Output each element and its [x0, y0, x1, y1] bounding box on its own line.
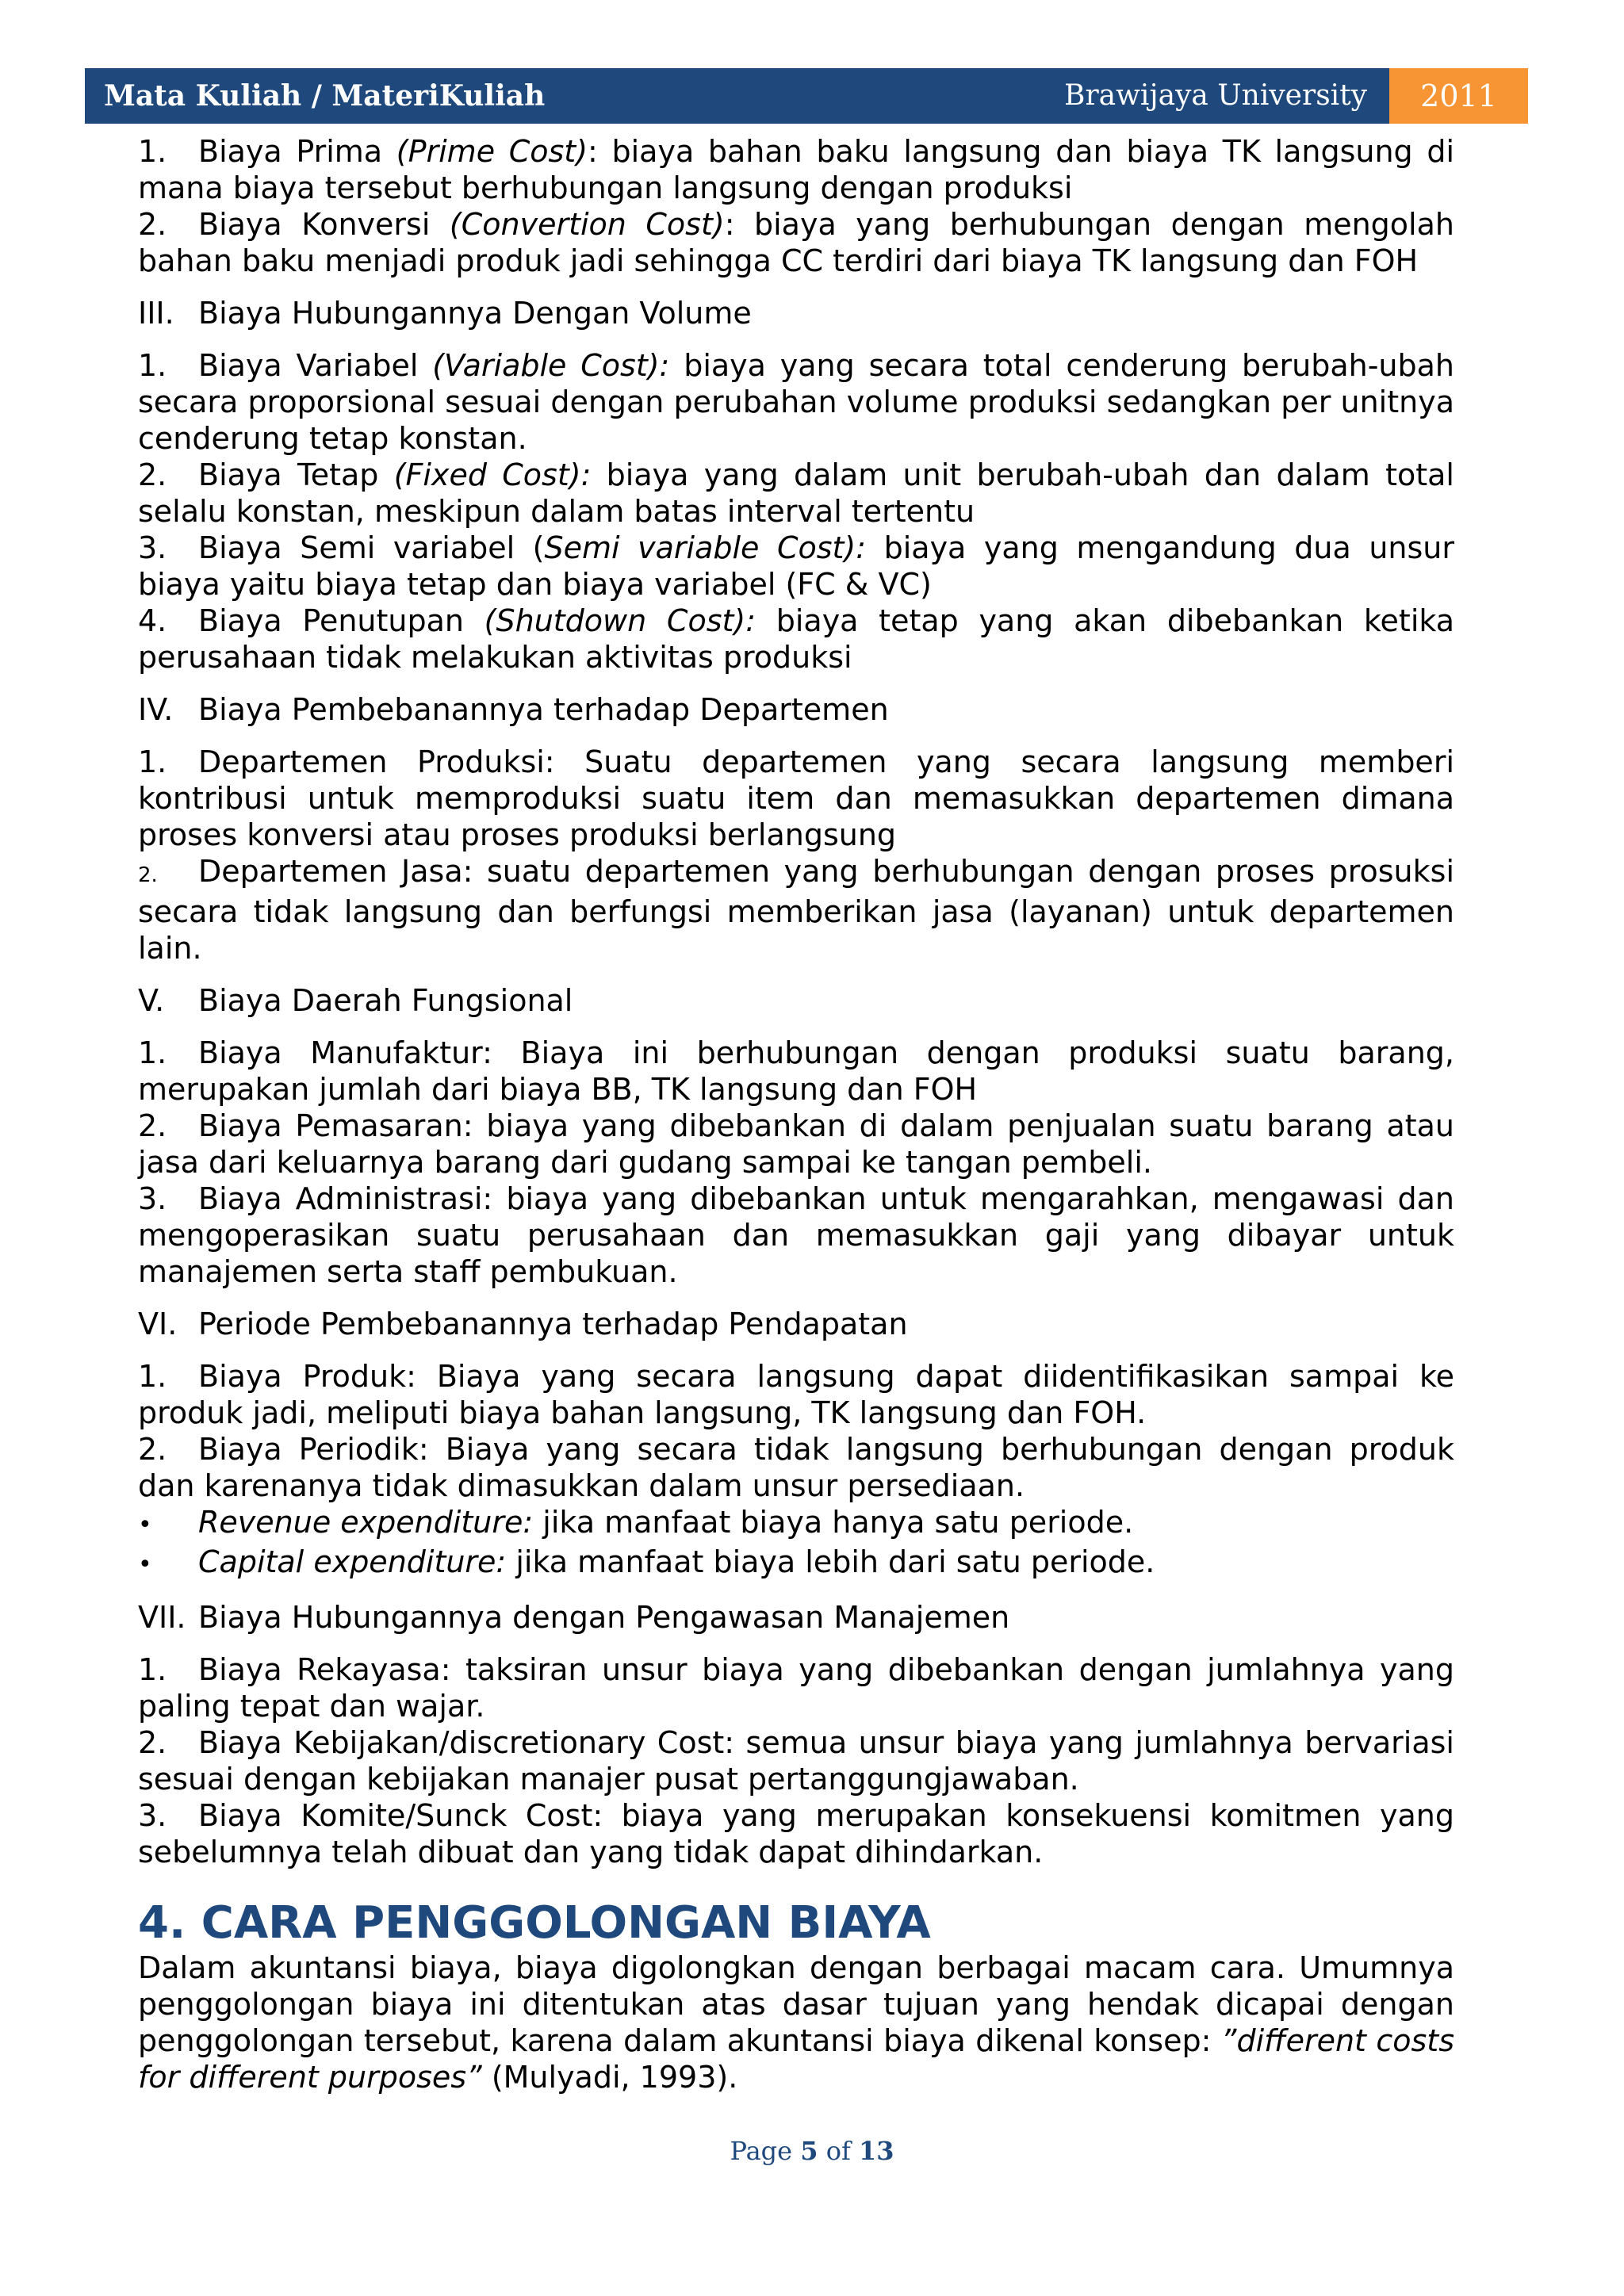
header-university: Brawijaya University [1063, 79, 1367, 112]
list-item [138, 530, 1454, 603]
section-heading [138, 982, 1454, 1019]
bullet-term: Revenue expenditure: [198, 1505, 534, 1540]
item-number: 2. [138, 1432, 167, 1467]
item-text: biaya tetap yang akan dibebankan ketika perusahaan tidak melakukan aktivitas produksi [138, 603, 1455, 675]
item-term: (Shutdown Cost): [484, 603, 756, 638]
item-number: 1. [138, 1035, 167, 1070]
header-year: 2011 [1389, 68, 1528, 124]
list-item [138, 1431, 1454, 1504]
footer-of-word: of [825, 2136, 851, 2166]
item-number: 2. [138, 1725, 167, 1760]
item-term: Semi variable Cost): [544, 530, 867, 565]
footer-total-pages: 13 [858, 2136, 894, 2166]
item-text: biaya yang secara total cenderung berubah-ubah secara proporsional sesuai dengan perubahan volume produksi sedangkan per unitnya cenderung tetap konstan. [138, 348, 1455, 456]
heading-number: V. [138, 983, 165, 1018]
item-text: Biaya Produk: Biaya yang secara langsung dapat diidentifikasikan sampai ke produk jadi, meliputi biaya bahan langsung, TK langsung dan FOH. [138, 1359, 1454, 1430]
item-text: Biaya Variabel [198, 348, 433, 383]
document-body [138, 133, 1454, 2095]
item-term: (Convertion Cost) [449, 207, 725, 242]
list-item [138, 206, 1454, 279]
bullet-icon: • [138, 1551, 152, 1578]
header-bar [85, 68, 1389, 124]
item-text: Biaya Administrasi: biaya yang dibebankan untuk mengarahkan, mengawasi dan mengoperasikan suatu perusahaan dan memasukkan gaji yang dibayar untuk manajemen serta staff pembukuan. [138, 1181, 1454, 1289]
item-text: Departemen Produksi: Suatu departemen yang secara langsung memberi kontribusi untuk memproduksi suatu item dan memasukkan departemen dimana proses konversi atau proses produksi berlangsung [138, 744, 1454, 852]
item-number: 1. [138, 134, 167, 169]
list-item [138, 347, 1454, 457]
bullet-desc: jika manfaat biaya lebih dari satu periode. [506, 1544, 1155, 1579]
list-item [138, 133, 1454, 206]
item-text: Biaya Tetap [198, 457, 394, 492]
item-number: 1. [138, 744, 167, 779]
item-term: (Fixed Cost): [393, 457, 592, 492]
item-text: Biaya Manufaktur: Biaya ini berhubungan dengan produksi suatu barang, merupakan jumlah dari biaya BB, TK langsung dan FOH [138, 1035, 1454, 1107]
list-item [138, 744, 1454, 853]
item-number: 3. [138, 1181, 167, 1216]
item-text: Biaya Pemasaran: biaya yang dibebankan di dalam penjualan suatu barang atau jasa dari keluarnya barang dari gudang sampai ke tangan pembeli. [138, 1108, 1454, 1180]
section-heading [138, 1599, 1454, 1636]
page-footer [0, 2136, 1624, 2166]
item-number: 1. [138, 348, 167, 383]
paragraph-quote: ”different costs for different purposes” [138, 2023, 1454, 2095]
list-item [138, 853, 1454, 966]
item-text: Biaya Periodik: Biaya yang secara tidak langsung berhubungan dengan produk dan karenanya tidak dimasukkan dalam unsur persediaan. [138, 1432, 1454, 1503]
paragraph-text: Dalam akuntansi biaya, biaya digolongkan dengan berbagai macam cara. Umumnya penggolongan biaya ini ditentukan atas dasar tujuan yang hendak dicapai dengan penggolongan tersebut, karena dalam akuntansi biaya dikenal konsep: [138, 1950, 1454, 2058]
list-item [138, 457, 1454, 530]
heading-number: IV. [138, 692, 174, 727]
heading-text: Biaya Daerah Fungsional [198, 983, 573, 1018]
item-text: biaya yang mengandung dua unsur biaya yaitu biaya tetap dan biaya variabel (FC & VC) [138, 530, 1455, 602]
item-number: 3. [138, 1798, 167, 1833]
heading-text: Biaya Hubungannya Dengan Volume [198, 296, 752, 331]
item-number: 2. [138, 1108, 167, 1143]
item-term: (Variable Cost): [432, 348, 670, 383]
item-text: Biaya Prima [198, 134, 396, 169]
section-4-title: 4. CARA PENGGOLONGAN BIAYA [138, 1897, 931, 1949]
list-item [138, 1797, 1454, 1870]
paragraph-citation: (Mulyadi, 1993). [481, 2060, 738, 2095]
list-item [138, 1651, 1454, 1724]
item-text: Biaya Konversi [198, 207, 450, 242]
section-heading [138, 295, 1454, 331]
heading-number: VII. [138, 1600, 186, 1635]
heading-number: VI. [138, 1307, 178, 1341]
bullet-item [138, 1504, 1454, 1544]
footer-page-number: 5 [800, 2136, 818, 2166]
bullet-term: Capital expenditure: [198, 1544, 507, 1579]
list-item [138, 1035, 1454, 1108]
bullet-text [198, 1544, 1454, 1580]
item-text: Biaya Kebijakan/discretionary Cost: semua unsur biaya yang jumlahnya bervariasi sesuai dengan kebijakan manajer pusat pertanggungjawaban. [138, 1725, 1454, 1797]
item-text: Biaya Semi variabel ( [198, 530, 545, 565]
list-item [138, 1108, 1454, 1181]
item-number: 1. [138, 1359, 167, 1394]
bullet-item [138, 1544, 1454, 1583]
section-4-paragraph [138, 1950, 1454, 2095]
bullet-icon: • [138, 1511, 152, 1539]
item-number: 1. [138, 1652, 167, 1687]
section-heading [138, 1306, 1454, 1342]
item-number: 2. [138, 457, 167, 492]
item-term: (Prime Cost) [396, 134, 588, 169]
item-text: biaya yang dalam unit berubah-ubah dan dalam total selalu konstan, meskipun dalam batas interval tertentu [138, 457, 1454, 529]
heading-text: Periode Pembebanannya terhadap Pendapatan [198, 1307, 908, 1341]
list-item [138, 1181, 1454, 1290]
list-item [138, 603, 1454, 675]
item-text: Biaya Rekayasa: taksiran unsur biaya yang dibebankan dengan jumlahnya yang paling tepat dan wajar. [138, 1652, 1454, 1724]
footer-page-word: Page [730, 2136, 793, 2166]
list-item [138, 1724, 1454, 1797]
header-course-title: Mata Kuliah / MateriKuliah [104, 79, 546, 113]
item-text: : biaya bahan baku langsung dan biaya TK langsung di mana biaya tersebut berhubungan langsung dengan produksi [138, 134, 1455, 205]
item-number: 2. [138, 863, 158, 887]
list-item [138, 1358, 1454, 1431]
item-text: : biaya yang berhubungan dengan mengolah bahan baku menjadi produk jadi sehingga CC terdiri dari biaya TK langsung dan FOH [138, 207, 1454, 278]
bullet-desc: jika manfaat biaya hanya satu periode. [533, 1505, 1134, 1540]
item-number: 3. [138, 530, 167, 565]
item-text: Departemen Jasa: suatu departemen yang berhubungan dengan proses prosuksi secara tidak langsung dan berfungsi memberikan jasa (layanan) untuk departemen lain. [138, 854, 1454, 966]
heading-text: Biaya Pembebanannya terhadap Departemen [198, 692, 889, 727]
item-text: Biaya Komite/Sunck Cost: biaya yang merupakan konsekuensi komitmen yang sebelumnya telah dibuat dan yang tidak dapat dihindarkan. [138, 1798, 1454, 1869]
bullet-text [198, 1504, 1454, 1540]
section-heading [138, 691, 1454, 728]
item-number: 2. [138, 207, 167, 242]
item-number: 4. [138, 603, 167, 638]
heading-number: III. [138, 296, 174, 331]
item-text: Biaya Penutupan [198, 603, 485, 638]
heading-text: Biaya Hubungannya dengan Pengawasan Manajemen [198, 1600, 1010, 1635]
page-header [85, 68, 1528, 124]
